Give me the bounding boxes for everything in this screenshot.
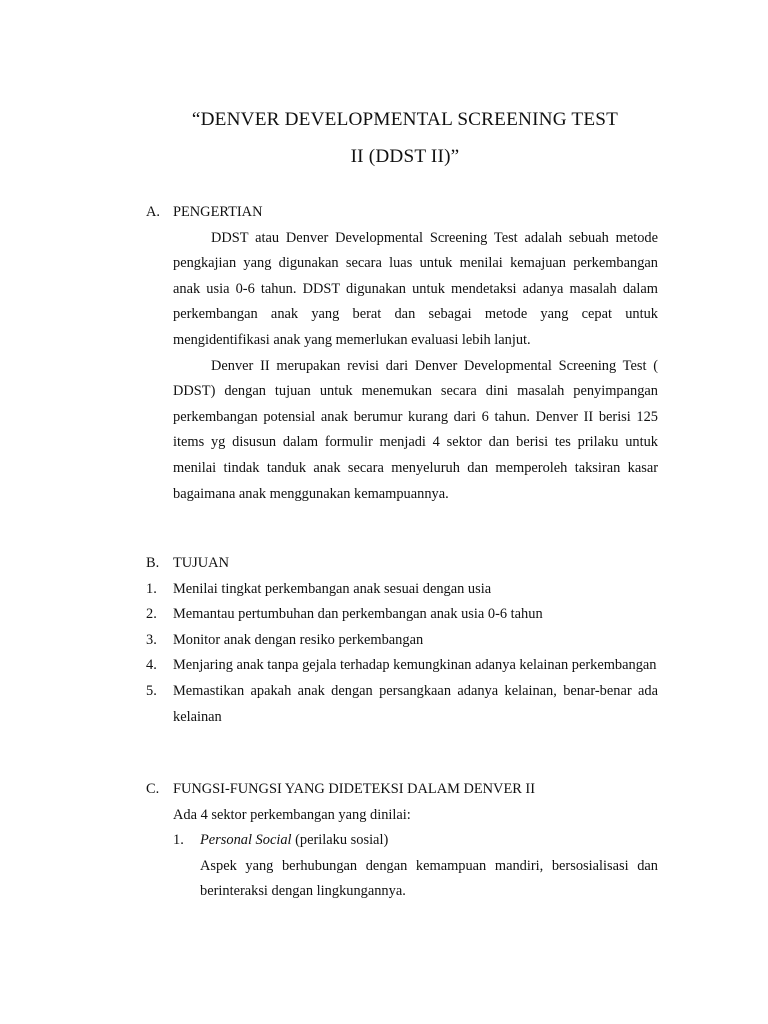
list-item-text: Memantau pertumbuhan dan perkembangan anak usia 0-6 tahun [173,606,543,623]
section-b-title: TUJUAN [173,555,229,571]
section-a-letter: A. [146,204,160,220]
section-c [146,777,658,905]
list-item [173,828,658,905]
document-title [120,101,690,175]
section-c-letter: C. [146,781,160,797]
section-b-heading [146,551,658,577]
list-item [146,679,658,730]
list-item-content [200,828,658,905]
list-item [146,653,658,679]
list-item [146,602,658,628]
list-item-text: Memastikan apakah anak dengan persangkaan adanya kelainan, benar-benar ada kelainan [173,682,658,725]
goals-list [146,577,658,731]
list-item [146,577,658,603]
title-line-1: “DENVER DEVELOPMENTAL SCREENING TEST [191,109,619,130]
title-line-2: II (DDST II)” [350,146,460,167]
section-c-intro: Ada 4 sektor perkembangan yang dinilai: [173,806,411,823]
sectors-list [173,828,658,905]
section-b [146,551,658,730]
list-item-text: Menjaring anak tanpa gejala terhadap kemungkinan adanya kelainan perkembangan [173,657,657,674]
section-c-title: FUNGSI-FUNGSI YANG DIDETEKSI DALAM DENVER II [173,781,536,797]
section-a-title: PENGERTIAN [173,204,263,220]
section-b-letter: B. [146,555,160,571]
sector-description: Aspek yang berhubungan dengan kemampuan mandiri, bersosialisasi dan berinteraksi dengan lingkungannya. [200,857,658,900]
section-a-paragraph-1: DDST atau Denver Developmental Screening Test adalah sebuah metode pengkajian yang digunakan secara luas untuk menilai kemajuan perkembangan anak usia 0-6 tahun. DDST digunakan untuk mendetaksi adanya masalah dalam perkembangan anak yang berat dan sebagai metode yang cepat untuk mengidentifikasi anak yang memerlukan evaluasi lebih lanjut. [173,229,658,348]
section-c-heading [146,777,658,803]
list-item-number: 5. [146,682,157,699]
section-a-heading [146,200,658,226]
list-item-text: Menilai tingkat perkembangan anak sesuai dengan usia [173,580,492,597]
list-item-number: 4. [146,657,157,674]
section-a [146,200,658,507]
list-item [146,628,658,654]
list-item-number: 3. [146,631,157,648]
sector-subtitle: (perilaku sosial) [291,832,389,849]
sector-name: Personal Social [200,832,292,849]
section-a-paragraph-2: Denver II merupakan revisi dari Denver Developmental Screening Test ( DDST) dengan tujuan untuk menemukan secara dini masalah penyimpangan perkembangan potensial anak berumur kurang dari 6 tahun. Denver II berisi 125 items yg disusun dalam formulir menjadi 4 sektor dan berisi tes prilaku untuk menilai tindak tanduk anak secara menyeluruh dan memperoleh taksiran kasar bagaimana anak menggunakan kemampuannya. [173,357,658,502]
list-item-text: Monitor anak dengan resiko perkembangan [173,631,424,648]
list-item-number: 2. [146,606,157,623]
list-item-number: 1. [146,580,157,597]
list-item-number: 1. [173,832,184,849]
